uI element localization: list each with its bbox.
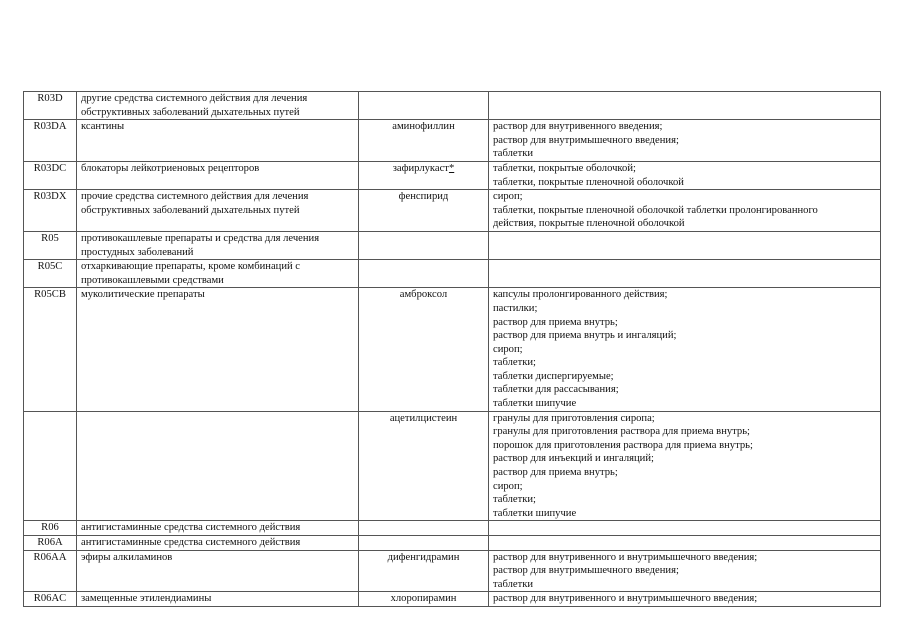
table-row [24,288,881,411]
description-line: другие средства системного действия для лечения [81,93,308,104]
dosage-form-line: таблетки, покрытые оболочкой; [493,162,636,174]
drug-name-cell [359,92,489,120]
dosage-forms-cell [489,190,881,232]
drug-name-cell [359,550,489,592]
dosage-form-line: таблетки шипучие [493,398,577,410]
atc-code-cell: R06AA [24,550,77,592]
drug-name-cell [359,190,489,232]
drug-name: фенспирид [398,191,449,203]
description-line: блокаторы лейкотриеновых рецепторов [81,162,260,174]
atc-code-cell: R06AC [24,592,77,607]
group-description-cell [77,550,359,592]
dosage-forms-cell [489,536,881,551]
drug-name: зафирлукаст [392,162,449,174]
table-row [24,550,881,592]
group-description-cell [77,521,359,536]
description-line: эфиры алкиламинов [81,551,173,563]
dosage-forms-cell [489,521,881,536]
table-row [24,120,881,162]
dosage-form-line: раствор для приема внутрь и ингаляций; [493,330,677,342]
dosage-form-line: раствор для приема внутрь; [493,467,618,479]
description-line: противокашлевыми средствами [81,274,224,286]
dosage-form-line: гранулы для приготовления сиропа; [493,412,655,424]
drug-footnote-mark[interactable]: * [448,162,455,174]
group-description-cell [77,120,359,162]
table-row [24,592,881,607]
description-line: антигистаминные средства системного действия [81,537,301,548]
drug-classification-table [23,91,881,607]
drug-name: ацетилцистеин [389,412,458,424]
atc-code-cell: R03DC [24,161,77,189]
group-description-cell [77,592,359,607]
drug-name-cell [359,120,489,162]
drug-name: хлоропирамин [390,593,457,605]
atc-code-cell: R03D [24,92,77,120]
dosage-forms-cell [489,592,881,607]
description-line: отхаркивающие препараты, кроме комбинаций с [81,261,301,273]
drug-name-cell [359,521,489,536]
dosage-form-line: раствор для внутривенного и внутримышечного введения; [493,593,758,605]
drug-name: аминофиллин [392,121,455,133]
group-description-cell [77,231,359,259]
dosage-forms-cell [489,231,881,259]
dosage-forms-cell [489,92,881,120]
table-body [24,92,881,607]
description-line: обструктивных заболеваний дыхательных путей [81,106,300,118]
dosage-forms-cell [489,260,881,288]
dosage-form-line: раствор для инъекций и ингаляций; [493,453,654,465]
dosage-forms-cell [489,161,881,189]
atc-code-cell: R03DX [24,190,77,232]
description-line: простудных заболеваний [81,246,194,258]
description-line: замещенные этилендиамины [81,593,212,605]
drug-name: амброксол [399,289,448,301]
dosage-form-line: капсулы пролонгированного действия; [493,289,668,301]
dosage-form-line: пастилки; [493,302,538,314]
atc-code-cell: R05CB [24,288,77,411]
table-row [24,521,881,536]
drug-name-cell [359,231,489,259]
table-row [24,536,881,551]
dosage-form-line: таблетки [493,578,534,590]
group-description-cell [77,92,359,120]
table-row [24,231,881,259]
description-line: антигистаминные средства системного действия [81,522,301,534]
atc-code-cell: R05 [24,231,77,259]
atc-code-cell: R05C [24,260,77,288]
drug-name-cell [359,592,489,607]
dosage-form-line: таблетки, покрытые пленочной оболочкой таблетки пролонгированного [493,204,818,216]
description-line: муколитические препараты [81,289,205,301]
group-description-cell [77,536,359,551]
dosage-form-line: сироп; [493,343,523,355]
dosage-form-line: таблетки, покрытые пленочной оболочкой [493,176,684,188]
description-line: противокашлевые препараты и средства для лечения [81,232,320,244]
dosage-form-line: действия, покрытые пленочной оболочкой [493,218,685,230]
dosage-form-line: таблетки диспергируемые; [493,370,614,382]
table-row [24,190,881,232]
dosage-forms-cell [489,120,881,162]
drug-name-cell [359,161,489,189]
table-row [24,260,881,288]
table-row [24,411,881,521]
description-line: прочие средства системного действия для лечения [81,191,309,203]
group-description-cell [77,411,359,521]
dosage-form-line: сироп; [493,480,523,492]
atc-code-cell: R06 [24,521,77,536]
drug-name-cell [359,536,489,551]
drug-name: дифенгидрамин [387,551,460,563]
dosage-form-line: раствор для внутривенного и внутримышечного введения; [493,551,758,563]
description-line: обструктивных заболеваний дыхательных путей [81,204,300,216]
dosage-form-line: таблетки [493,148,534,160]
atc-code-cell: R03DA [24,120,77,162]
dosage-form-line: таблетки для рассасывания; [493,384,619,396]
group-description-cell [77,260,359,288]
dosage-form-line: раствор для приема внутрь; [493,316,618,328]
table-row [24,92,881,120]
group-description-cell [77,288,359,411]
drug-name-cell [359,260,489,288]
dosage-forms-cell [489,550,881,592]
group-description-cell [77,161,359,189]
dosage-form-line: раствор для внутривенного введения; [493,121,663,133]
description-line: ксантины [81,121,125,133]
dosage-forms-cell [489,288,881,411]
dosage-form-line: раствор для внутримышечного введения; [493,565,679,577]
dosage-form-line: таблетки шипучие [493,507,577,519]
dosage-form-line: раствор для внутримышечного введения; [493,134,679,146]
dosage-form-line: гранулы для приготовления раствора для приема внутрь; [493,426,750,438]
atc-code-cell: R06A [24,536,77,551]
table-row [24,161,881,189]
group-description-cell [77,190,359,232]
dosage-forms-cell [489,411,881,521]
atc-code-cell [24,411,77,521]
dosage-form-line: таблетки; [493,494,536,506]
dosage-form-line: порошок для приготовления раствора для приема внутрь; [493,439,753,451]
drug-name-cell [359,411,489,521]
dosage-form-line: сироп; [493,191,523,203]
dosage-form-line: таблетки; [493,357,536,369]
drug-name-cell [359,288,489,411]
